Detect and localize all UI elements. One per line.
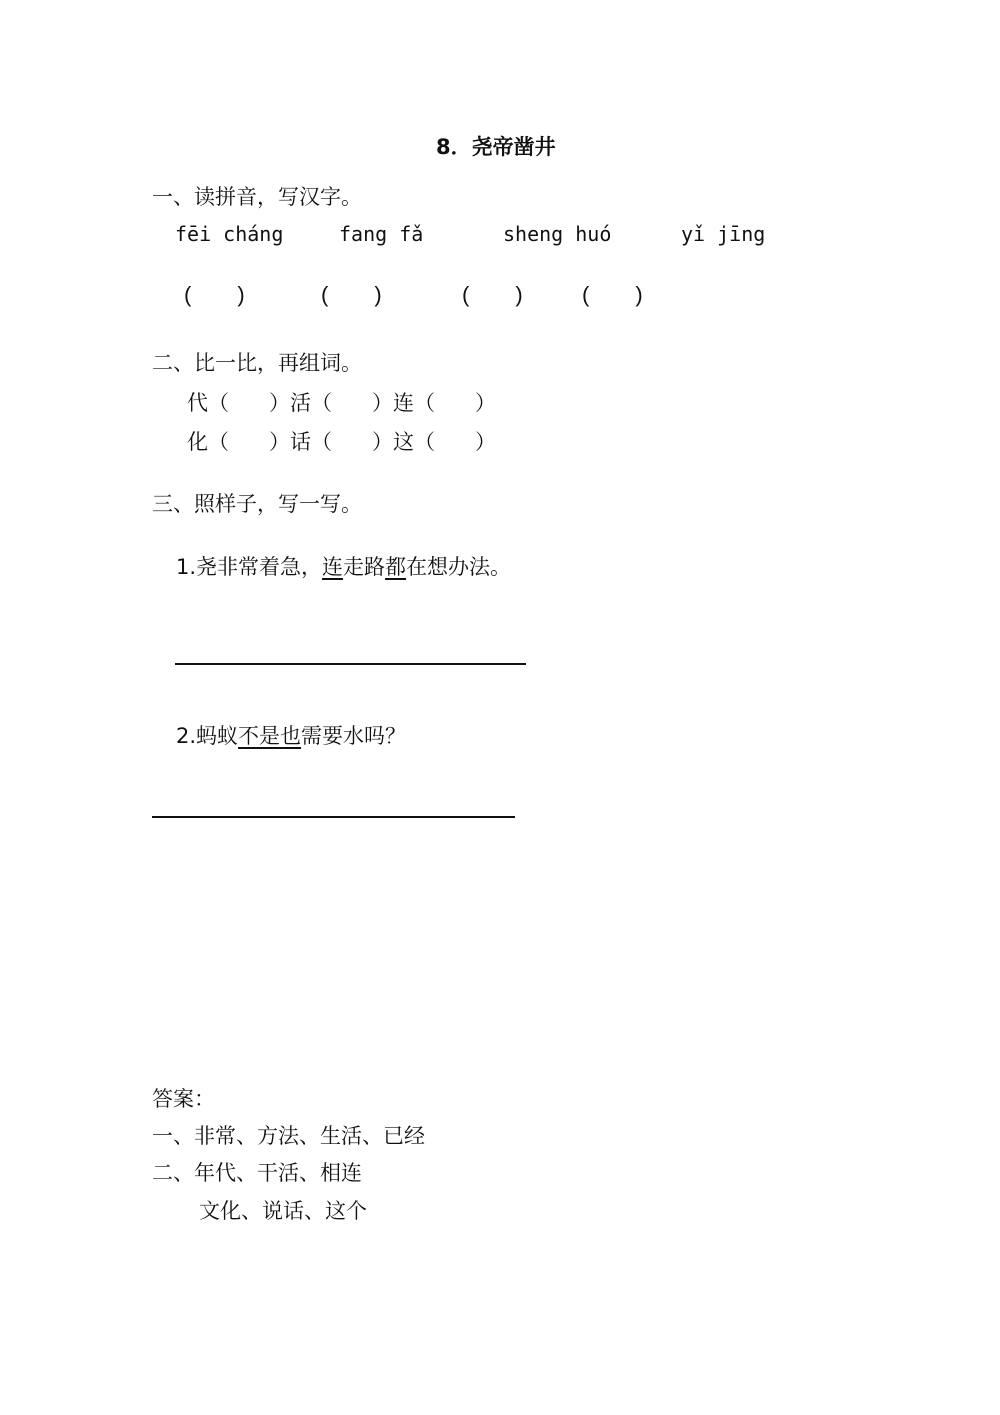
word-row-2: 化（ ）话（ ）这（ ） <box>187 426 496 456</box>
sentence-text: 需要水吗？ <box>301 724 407 748</box>
sentence-text: 2.蚂蚁 <box>176 724 239 748</box>
pinyin-1: fēi cháng <box>175 222 284 246</box>
sentence-text: 在想办法。 <box>406 555 512 579</box>
word-char: 话 <box>290 430 311 454</box>
word-char: 活 <box>290 391 311 415</box>
answer-blank-4[interactable]: ( ) <box>582 282 643 307</box>
answer-blank-2[interactable]: ( ) <box>321 282 382 307</box>
word-char: 化 <box>187 430 208 454</box>
answer-blank-1[interactable]: ( ) <box>184 282 245 307</box>
underlined-word: 连 <box>322 555 344 579</box>
word-char: 这 <box>393 430 414 454</box>
word-char: 连 <box>393 391 414 415</box>
writing-line-2[interactable] <box>152 816 515 818</box>
example-sentence-2 <box>176 720 406 750</box>
page-title: 8．尧帝凿井 <box>436 135 556 159</box>
answer-line-2: 二、年代、干活、相连 <box>152 1161 362 1185</box>
section-1-heading: 一、读拼音，写汉字。 <box>152 185 362 209</box>
word-row-1: 代（ ）活（ ）连（ ） <box>187 387 496 417</box>
pinyin-3: sheng huó <box>503 222 612 246</box>
section-2-heading: 二、比一比，再组词。 <box>152 351 362 375</box>
answer-line-3: 文化、说话、这个 <box>199 1199 367 1223</box>
underlined-word: 不是也 <box>238 724 302 748</box>
answer-line-1: 一、非常、方法、生活、已经 <box>152 1124 425 1148</box>
section-3-heading: 三、照样子，写一写。 <box>152 492 362 516</box>
example-sentence-1 <box>176 551 511 581</box>
pinyin-4: yǐ jīng <box>681 222 766 246</box>
word-char: 代 <box>187 391 208 415</box>
writing-line-1[interactable] <box>175 663 526 665</box>
underlined-word: 都 <box>385 555 407 579</box>
sentence-text: 走路 <box>343 555 386 579</box>
sentence-text: 1.尧非常着急， <box>176 555 323 579</box>
answer-blank-3[interactable]: ( ) <box>462 282 523 307</box>
pinyin-2: fang fǎ <box>339 222 424 246</box>
answers-label: 答案： <box>152 1087 215 1111</box>
